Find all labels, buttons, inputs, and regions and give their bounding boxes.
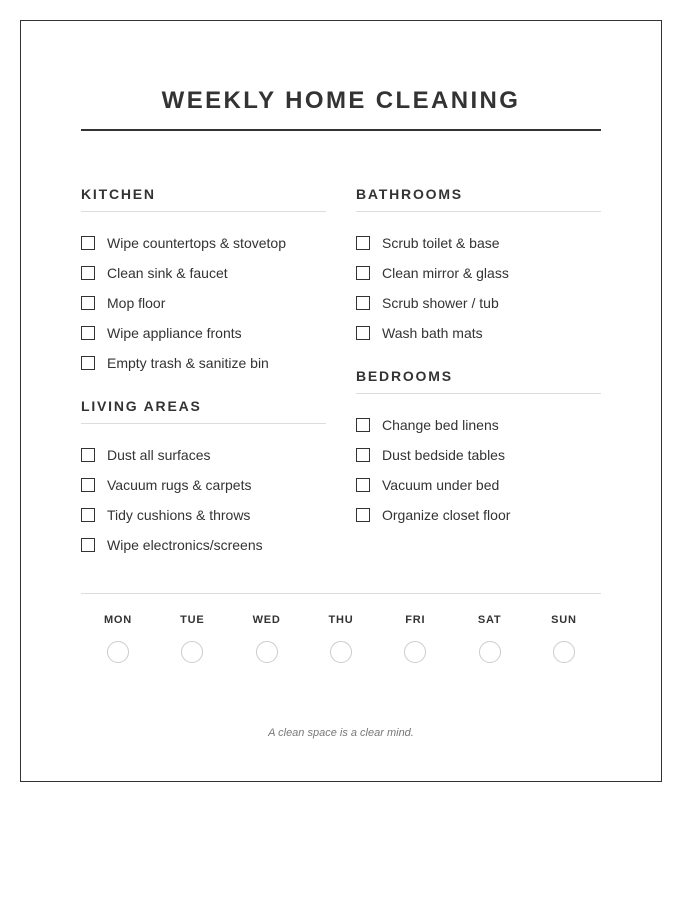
task-list-bathrooms: [356, 228, 601, 348]
task-checkbox[interactable]: [356, 418, 370, 432]
task-item[interactable]: [356, 410, 601, 440]
task-item[interactable]: [81, 258, 326, 288]
task-label: Change bed linens: [382, 417, 499, 433]
task-item[interactable]: [356, 288, 601, 318]
task-label: Tidy cushions & throws: [107, 507, 251, 523]
task-checkbox[interactable]: [356, 266, 370, 280]
right-column: [356, 186, 601, 530]
task-item[interactable]: [81, 500, 326, 530]
task-item[interactable]: [356, 318, 601, 348]
task-item[interactable]: [81, 318, 326, 348]
task-item[interactable]: [356, 470, 601, 500]
task-checkbox[interactable]: [81, 296, 95, 310]
task-list-kitchen: [81, 228, 326, 378]
task-checkbox[interactable]: [356, 296, 370, 310]
task-label: Clean sink & faucet: [107, 265, 228, 281]
page-title: WEEKLY HOME CLEANING: [161, 87, 521, 114]
day-circle[interactable]: [404, 641, 426, 663]
task-checkbox[interactable]: [356, 236, 370, 250]
left-column: [81, 186, 326, 560]
task-item[interactable]: [356, 440, 601, 470]
day-circle[interactable]: [479, 641, 501, 663]
task-checkbox[interactable]: [81, 236, 95, 250]
task-item[interactable]: [356, 258, 601, 288]
task-item[interactable]: [356, 228, 601, 258]
section-title-living-areas: LIVING AREAS: [81, 398, 326, 424]
section-title-bathrooms: BATHROOMS: [356, 186, 601, 212]
day-label: SUN: [551, 614, 577, 626]
task-checkbox[interactable]: [356, 478, 370, 492]
task-list-bedrooms: [356, 410, 601, 530]
day-thu: [304, 613, 378, 663]
section-bedrooms: [356, 368, 601, 530]
task-item[interactable]: [81, 348, 326, 378]
section-bathrooms: [356, 186, 601, 348]
footer-quote: A clean space is a clear mind.: [268, 727, 414, 739]
day-wed: [230, 613, 304, 663]
task-label: Scrub shower / tub: [382, 295, 499, 311]
task-label: Empty trash & sanitize bin: [107, 355, 269, 371]
day-sun: [527, 613, 601, 663]
day-label: TUE: [180, 614, 205, 626]
task-label: Vacuum under bed: [382, 477, 500, 493]
task-label: Vacuum rugs & carpets: [107, 477, 252, 493]
task-label: Dust bedside tables: [382, 447, 505, 463]
task-item[interactable]: [81, 530, 326, 560]
task-item[interactable]: [81, 440, 326, 470]
day-label: WED: [252, 614, 281, 626]
week-divider: [81, 593, 601, 594]
day-label: FRI: [405, 614, 426, 626]
checklist-sheet: [20, 20, 662, 782]
day-mon: [81, 613, 155, 663]
day-label: SAT: [477, 614, 502, 626]
day-label: THU: [328, 614, 354, 626]
task-label: Mop floor: [107, 295, 166, 311]
task-item[interactable]: [81, 288, 326, 318]
task-label: Wipe electronics/screens: [107, 537, 263, 553]
day-fri: [378, 613, 452, 663]
task-item[interactable]: [81, 470, 326, 500]
task-checkbox[interactable]: [81, 326, 95, 340]
task-list-living-areas: [81, 440, 326, 560]
weekday-tracker: [81, 613, 601, 663]
task-checkbox[interactable]: [81, 356, 95, 370]
day-circle[interactable]: [256, 641, 278, 663]
section-title-bedrooms: BEDROOMS: [356, 368, 601, 394]
task-checkbox[interactable]: [356, 508, 370, 522]
day-label: MON: [103, 614, 133, 626]
task-item[interactable]: [356, 500, 601, 530]
task-checkbox[interactable]: [81, 538, 95, 552]
day-tue: [155, 613, 229, 663]
task-label: Wipe appliance fronts: [107, 325, 242, 341]
section-living-areas: [81, 398, 326, 560]
task-label: Organize closet floor: [382, 507, 511, 523]
section-title-kitchen: KITCHEN: [81, 186, 326, 212]
task-checkbox[interactable]: [81, 478, 95, 492]
day-circle[interactable]: [330, 641, 352, 663]
task-label: Dust all surfaces: [107, 447, 211, 463]
task-label: Scrub toilet & base: [382, 235, 500, 251]
day-circle[interactable]: [553, 641, 575, 663]
day-circle[interactable]: [181, 641, 203, 663]
task-item[interactable]: [81, 228, 326, 258]
task-checkbox[interactable]: [356, 326, 370, 340]
task-checkbox[interactable]: [81, 508, 95, 522]
section-kitchen: [81, 186, 326, 378]
task-checkbox[interactable]: [81, 448, 95, 462]
title-divider: [81, 129, 601, 131]
task-label: Wipe countertops & stovetop: [107, 235, 286, 251]
task-label: Clean mirror & glass: [382, 265, 509, 281]
day-circle[interactable]: [107, 641, 129, 663]
task-checkbox[interactable]: [356, 448, 370, 462]
task-label: Wash bath mats: [382, 325, 483, 341]
day-sat: [453, 613, 527, 663]
task-checkbox[interactable]: [81, 266, 95, 280]
